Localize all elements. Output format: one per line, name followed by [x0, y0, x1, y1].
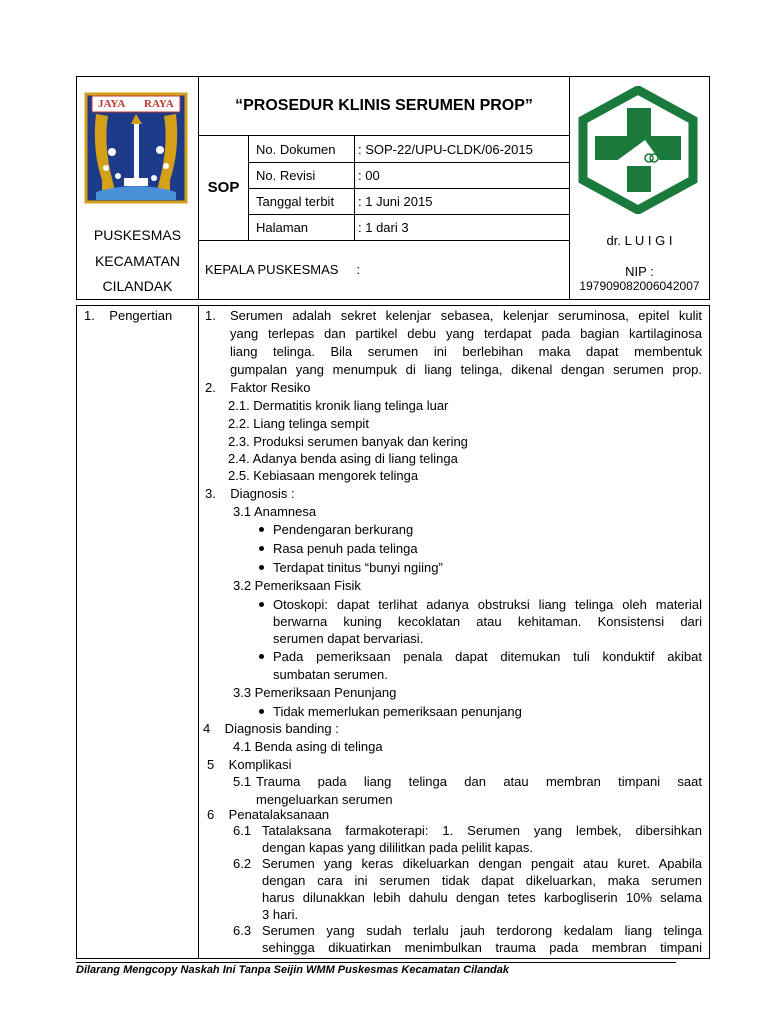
- anamnesa-item: Pendengaran berkurang: [273, 522, 414, 537]
- fisik-item-2-line: Pada pemeriksaan penala dapat ditemukan tuli konduktif akibat: [273, 649, 702, 664]
- fisik-heading: 3.2 Pemeriksaan Fisik: [233, 578, 361, 593]
- meta-label-halaman: Halaman: [256, 220, 309, 235]
- penunjang-heading: 3.3 Pemeriksaan Penunjang: [233, 685, 397, 700]
- meta-value-tanggal: : 1 Juni 2015: [358, 194, 433, 209]
- bullet-dot: [259, 565, 264, 570]
- meta-label-tanggal: Tanggal terbit: [256, 194, 335, 209]
- faktor-item: 2.4. Adanya benda asing di liang telinga: [228, 451, 458, 466]
- komplikasi-line: mengeluarkan serumen: [256, 792, 393, 807]
- faktor-item: 2.1. Dermatitis kronik liang telinga luar: [228, 398, 449, 413]
- page-title: “PROSEDUR KLINIS SERUMEN PROP”: [235, 97, 533, 114]
- anamnesa-heading: 3.1 Anamnesa: [233, 504, 317, 519]
- footer-notice: Dilarang Mengcopy Naskah Ini Tanpa Seijin WMM Puskesmas Kecamatan Cilandak: [76, 964, 509, 976]
- faktor-item: 2.3. Produksi serumen banyak dan kering: [228, 434, 468, 449]
- logo-banner-left: JAYA: [98, 98, 126, 110]
- fisik-item-2-line: sumbatan serumen.: [273, 667, 388, 682]
- p1-line: liang telinga. Bila serumen ini berlebihan maka dapat membentuk: [230, 344, 702, 359]
- meta-value-revisi: : 00: [358, 168, 380, 183]
- p1-line: yang terlepas dan partikel debu yang terdapat pada bagian kartilaginosa: [230, 326, 702, 341]
- tata-number: 6.3: [233, 923, 252, 938]
- meta-value-dokumen: : SOP-22/UPU-CLDK/06-2015: [358, 142, 533, 157]
- logo-banner-right: RAYA: [144, 98, 174, 110]
- doctor-name: dr. L U I G I: [606, 233, 673, 248]
- banding-heading: 4 Diagnosis banding :: [203, 721, 339, 736]
- komplikasi-number: 5.1: [233, 774, 252, 789]
- org-line-2: KECAMATAN: [94, 253, 181, 269]
- banding-item: 4.1 Benda asing di telinga: [233, 739, 383, 754]
- anamnesa-item: Rasa penuh pada telinga: [273, 541, 418, 556]
- kepala-puskesmas-label: KEPALA PUSKESMAS :: [205, 262, 361, 277]
- p1-number: 1.: [205, 308, 216, 323]
- penunjang-item: Tidak memerlukan pemeriksaan penunjang: [273, 704, 522, 719]
- p1-line: gumpalan yang menumpuk di liang telinga, dikenal dengan serumen prop.: [230, 362, 702, 377]
- org-line-3: CILANDAK: [102, 278, 173, 294]
- meta-value-halaman: : 1 dari 3: [358, 220, 409, 235]
- bullet-dot: [259, 602, 264, 607]
- p1-line: Serumen adalah sekret kelenjar sebasea, kelenjar seruminosa, epitel kulit: [230, 308, 702, 323]
- tata-heading: 6 Penatalaksanaan: [207, 807, 330, 822]
- jaya-raya-logo: [82, 90, 190, 206]
- komplikasi-line: Trauma pada liang telinga dan atau membran timpani saat: [256, 774, 702, 789]
- tata-line: Tatalaksana farmakoterapi: 1. Serumen yang lembek, dibersihkan: [262, 823, 702, 838]
- meta-label-dokumen: No. Dokumen: [256, 142, 336, 157]
- tata-line: 3 hari.: [262, 907, 299, 922]
- bullet-dot: [259, 527, 264, 532]
- tata-line: Serumen yang sudah terlalu jauh terdorong kedalam liang telinga: [262, 923, 702, 938]
- tata-number: 6.1: [233, 823, 252, 838]
- org-line-1: PUSKESMAS: [93, 227, 182, 243]
- faktor-heading: 2. Faktor Resiko: [205, 380, 311, 395]
- section-label-pengertian: 1. Pengertian: [84, 308, 173, 323]
- tata-line: sehingga dikuatirkan menimbulkan trauma pada membran timpani: [262, 940, 702, 955]
- bullet-dot: [259, 654, 264, 659]
- diagnosis-heading: 3. Diagnosis :: [205, 486, 295, 501]
- bullet-dot: [259, 709, 264, 714]
- tata-line: harus dilunakkan lebih dahulu dengan tetes karbogliserin 10% selama: [262, 890, 702, 905]
- puskesmas-logo: [575, 86, 701, 214]
- faktor-item: 2.2. Liang telinga sempit: [228, 416, 369, 431]
- bullet-dot: [259, 546, 264, 551]
- fisik-item-1-line: Otoskopi: dapat terlihat adanya obstruksi liang telinga oleh material: [273, 597, 702, 612]
- sop-label: SOP: [207, 179, 240, 196]
- faktor-item: 2.5. Kebiasaan mengorek telinga: [228, 468, 419, 483]
- tata-line: dengan cara ini serumen tidak dapat dikeluarkan, maka serumen: [262, 873, 702, 888]
- meta-label-revisi: No. Revisi: [256, 168, 316, 183]
- tata-line: Serumen yang keras dikeluarkan dengan pengait atau kuret. Apabila: [262, 856, 702, 871]
- tata-number: 6.2: [233, 856, 252, 871]
- tata-line: dengan kapas yang dililitkan pada pelilit kapas.: [262, 840, 534, 855]
- nip-label: NIP :: [625, 264, 654, 279]
- fisik-item-1-line: berwarna kuning kecoklatan atau kehitaman. Konsistensi dari: [273, 614, 702, 629]
- anamnesa-item: Terdapat tinitus “bunyi ngiing”: [273, 560, 443, 575]
- nip-value: 197909082006042007: [579, 279, 700, 293]
- fisik-item-1-line: serumen dapat bervariasi.: [273, 631, 424, 646]
- komplikasi-heading: 5 Komplikasi: [207, 757, 292, 772]
